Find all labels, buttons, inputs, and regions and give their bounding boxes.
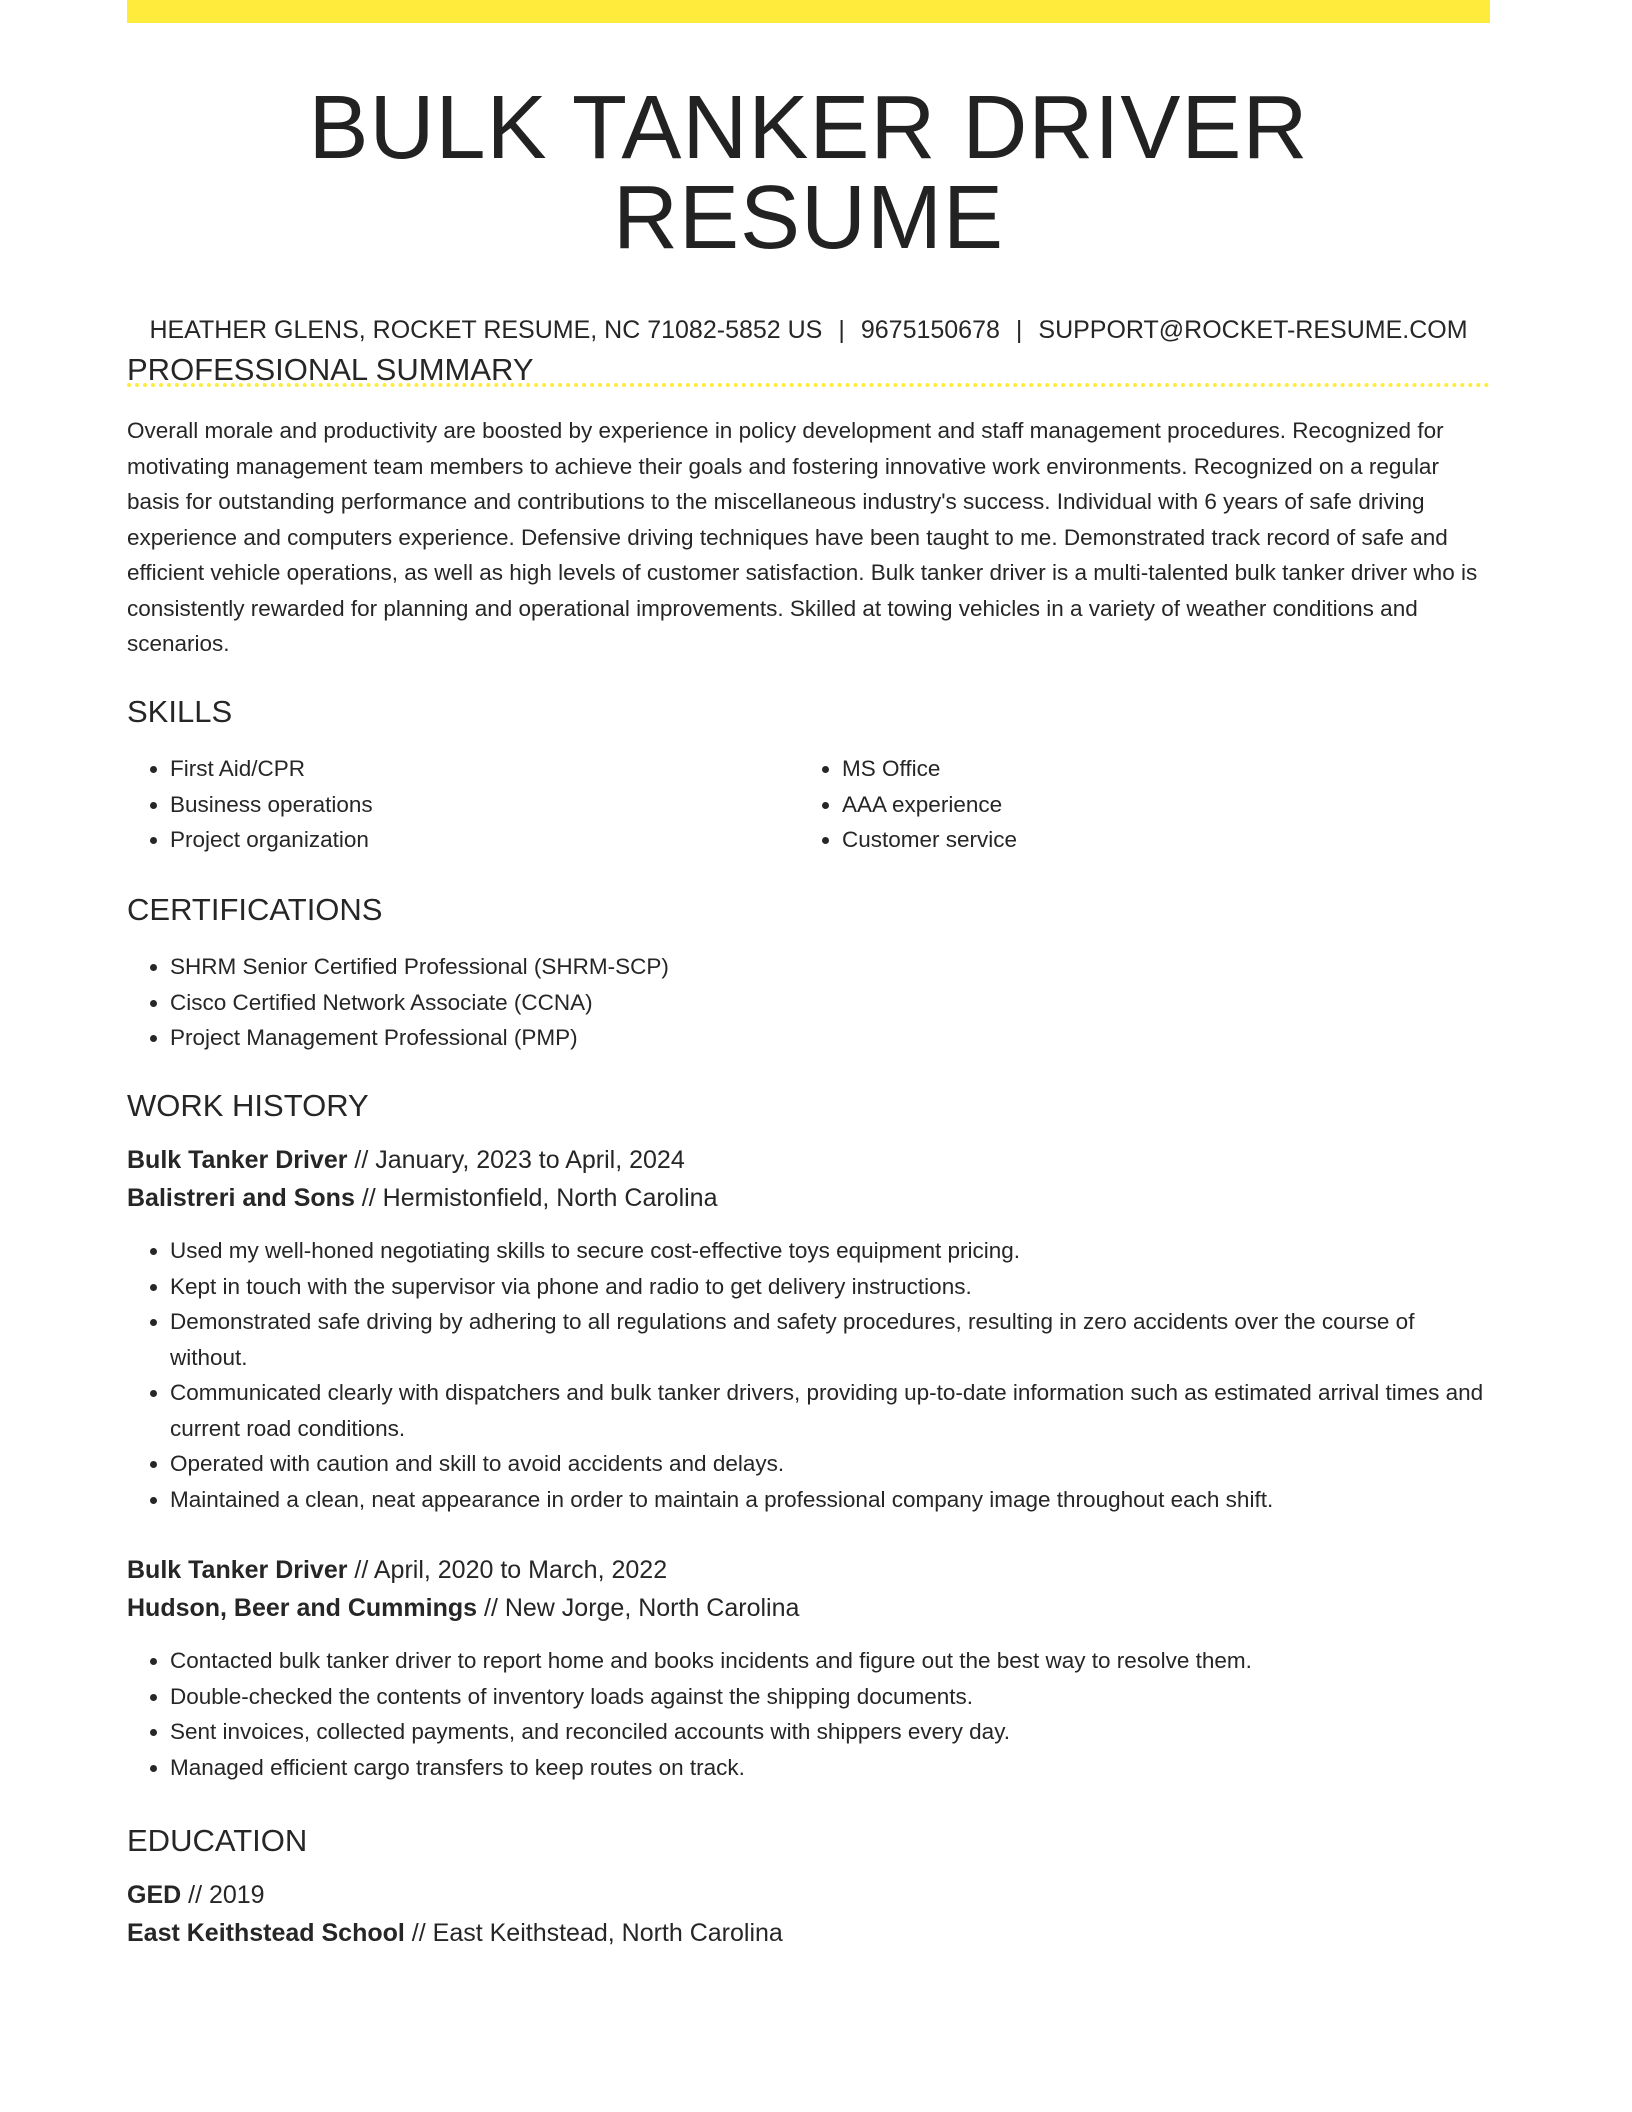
- skill-item: • First Aid/CPR: [170, 751, 799, 787]
- job-bullet: • Maintained a clean, neat appearance in order to maintain a professional company image throughout each shift.: [170, 1482, 1490, 1518]
- school-location: // East Keithstead, North Carolina: [404, 1919, 783, 1947]
- job-bullet: • Used my well-honed negotiating skills to secure cost-effective toys equipment pricing.: [170, 1233, 1490, 1269]
- job-bullet: • Contacted bulk tanker driver to report home and books incidents and figure out the best way to resolve them.: [170, 1643, 1490, 1679]
- contact-line: [127, 318, 1490, 343]
- job-location: // New Jorge, North Carolina: [477, 1594, 800, 1622]
- job-company: Balistreri and Sons: [127, 1184, 355, 1212]
- certifications-section: [127, 894, 1490, 1056]
- accent-top-bar: [127, 0, 1490, 23]
- job-company-line: [127, 1589, 1490, 1627]
- job-title-line: [127, 1141, 1490, 1179]
- education-heading: EDUCATION: [127, 1823, 308, 1858]
- contact-separator: |: [838, 316, 845, 344]
- job-bullet: • Sent invoices, collected payments, and reconciled accounts with shippers every day.: [170, 1714, 1490, 1750]
- skills-section: [127, 696, 1490, 858]
- job-bullet: • Operated with caution and skill to avoid accidents and delays.: [170, 1446, 1490, 1482]
- education-section: [127, 1825, 1490, 1952]
- skills-heading: SKILLS: [127, 694, 233, 729]
- skills-list-right: [799, 751, 1471, 858]
- summary-text: Overall morale and productivity are boosted by experience in policy development and staff management procedures. Recognized for motivating management team members to achieve their goals and fostering innovative work environments. Recognized on a regular basis for outstanding performance and contributions to the miscellaneous industry's success. Individual with 6 years of safe driving experience and computers experience. Defensive driving techniques have been taught to me. Demonstrated track record of safe and efficient vehicle operations, as well as high levels of customer satisfaction. Bulk tanker driver is a multi-talented bulk tanker driver who is consistently rewarded for planning and operational improvements. Skilled at towing vehicles in a variety of weather conditions and scenarios.: [127, 418, 1478, 656]
- skill-item: • AAA experience: [842, 787, 1471, 823]
- job-bullet: • Kept in touch with the supervisor via phone and radio to get delivery instructions.: [170, 1269, 1490, 1305]
- certification-item: • Project Management Professional (PMP): [170, 1020, 1490, 1056]
- job-title: Bulk Tanker Driver: [127, 1146, 348, 1174]
- certifications-list: [127, 949, 1490, 1056]
- contact-email: SUPPORT@ROCKET-RESUME.COM: [1038, 316, 1468, 344]
- skills-list-left: [127, 751, 799, 858]
- contact-separator: |: [1015, 316, 1023, 344]
- education-entry: [127, 1876, 1490, 1952]
- school-name: East Keithstead School: [127, 1919, 405, 1947]
- job-location: // Hermistonfield, North Carolina: [354, 1184, 718, 1212]
- summary-heading: PROFESSIONAL SUMMARY: [127, 352, 534, 387]
- work-history-heading: WORK HISTORY: [127, 1088, 369, 1123]
- job-title: Bulk Tanker Driver: [127, 1556, 348, 1584]
- skills-columns: [127, 751, 1490, 858]
- skill-item: • Customer service: [842, 822, 1471, 858]
- contact-phone: 9675150678: [860, 316, 1000, 344]
- degree-year: // 2019: [181, 1881, 265, 1909]
- resume-title: BULK TANKER DRIVER RESUME: [308, 78, 1309, 268]
- job-bullet: • Communicated clearly with dispatchers and bulk tanker drivers, providing up-to-date information such as estimated arrival times and current road conditions.: [170, 1375, 1490, 1446]
- contact-address: HEATHER GLENS, ROCKET RESUME, NC 71082-5852 US: [149, 316, 823, 344]
- degree: GED: [127, 1881, 182, 1909]
- certification-item: • SHRM Senior Certified Professional (SHRM-SCP): [170, 949, 1490, 985]
- job-company-line: [127, 1179, 1490, 1217]
- summary-section: [127, 354, 1490, 662]
- skill-item: • Business operations: [170, 787, 799, 823]
- job-title-line: [127, 1551, 1490, 1589]
- skill-item: • MS Office: [842, 751, 1471, 787]
- certifications-heading: CERTIFICATIONS: [127, 892, 383, 927]
- job-entry: [127, 1141, 1490, 1517]
- job-bullet: • Double-checked the contents of inventory loads against the shipping documents.: [170, 1679, 1490, 1715]
- job-entry: [127, 1551, 1490, 1785]
- job-bullet: • Managed efficient cargo transfers to keep routes on track.: [170, 1750, 1490, 1786]
- job-company: Hudson, Beer and Cummings: [127, 1594, 478, 1622]
- work-history-section: [127, 1090, 1490, 1785]
- skill-item: • Project organization: [170, 822, 799, 858]
- job-dates: // January, 2023 to April, 2024: [347, 1146, 685, 1174]
- job-bullets: [127, 1233, 1490, 1517]
- job-bullets: [127, 1643, 1490, 1785]
- job-bullet: • Demonstrated safe driving by adhering to all regulations and safety procedures, resulting in zero accidents over the course of without.: [170, 1304, 1490, 1375]
- certification-item: • Cisco Certified Network Associate (CCNA): [170, 985, 1490, 1021]
- job-dates: // April, 2020 to March, 2022: [347, 1556, 668, 1584]
- school-line: [127, 1914, 1490, 1952]
- resume-page: [127, 0, 1490, 1947]
- degree-line: [127, 1876, 1490, 1914]
